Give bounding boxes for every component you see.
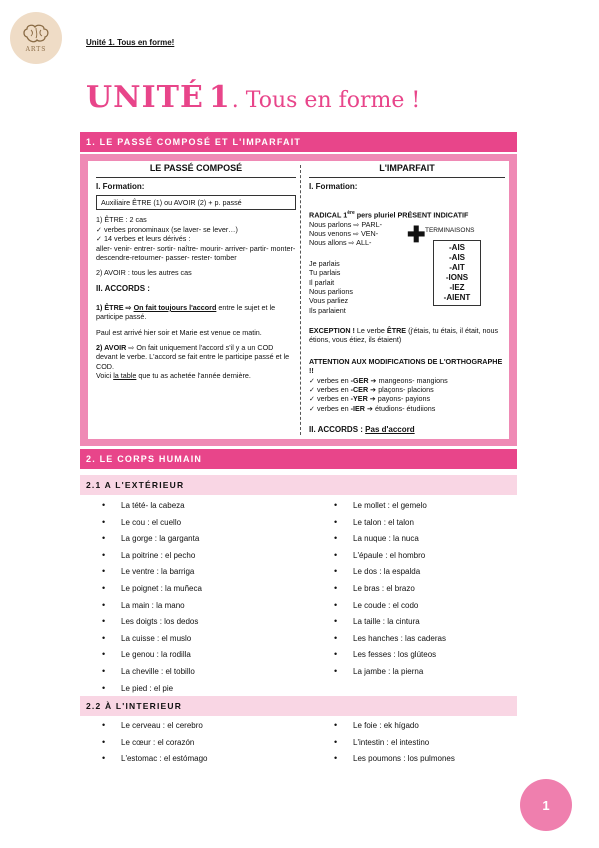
- page-title: [86, 80, 420, 115]
- list-item: • L'estomac : el estómago: [102, 753, 208, 764]
- verbes-list: aller- venir- entrer- sortir- naître- mourir- arriver- partir- monter- descendre-retourner- passer- rester- tomber: [96, 243, 296, 262]
- imparfait-heading: L'IMPARFAIT: [309, 161, 505, 178]
- list-item: • Le genou : la rodilla: [102, 649, 191, 660]
- radical-example: Nous parlons ⇨ PARL-: [309, 219, 383, 229]
- list-item: • La tété- la cabeza: [102, 500, 185, 510]
- passe-accords-heading: II. ACCORDS :: [96, 283, 150, 293]
- etre-accord-rule: 1) ÊTRE ⇨ On fait toujours l'accord entre le sujet et le participe passé.: [96, 302, 276, 322]
- title-number: 1: [208, 80, 230, 115]
- terminaison: -AIS: [449, 253, 465, 262]
- radical-title: RADICAL 1ère pers pluriel PRÉSENT INDICATIF: [309, 210, 469, 220]
- list-item: • La poitrine : el pecho: [102, 549, 196, 560]
- list-item: • La cuisse : el muslo: [102, 632, 192, 643]
- logo-text: ARTS: [25, 46, 47, 53]
- exception-note: EXCEPTION ! Le verbe ÊTRE (j'étais, tu étais, il était, nous étions, vous étiez, ils étaient): [309, 326, 499, 345]
- terminaison: -AIS: [449, 243, 465, 252]
- radical-example: Nous allons ⇨ ALL-: [309, 238, 372, 248]
- list-item: • Le cœur : el corazón: [102, 736, 195, 747]
- radical-example: Nous venons ⇨ VEN-: [309, 229, 379, 239]
- attention-item: ✓ verbes en -YER ➔ payons- payions: [309, 394, 431, 404]
- list-item: • Le cerveau : el cerebro: [102, 720, 203, 730]
- terminaisons-box: [433, 240, 481, 306]
- pronominaux-rule: ✓ verbes pronominaux (se laver- se lever…): [96, 224, 238, 234]
- attention-item: ✓ verbes en -GER ➔ mangeons- mangions: [309, 375, 448, 385]
- list-item: • L'intestin : el intestino: [334, 736, 430, 747]
- list-item: • Le cou : el cuello: [102, 516, 182, 527]
- list-item: • Le ventre : la barriga: [102, 566, 195, 577]
- section-1-band: 1. LE PASSÉ COMPOSÉ ET L'IMPARFAIT: [80, 132, 517, 152]
- passe-formation-heading: I. Formation:: [96, 181, 145, 191]
- attention-note: [309, 357, 505, 413]
- list-item: • La main : la mano: [102, 599, 185, 610]
- grammar-table: [88, 161, 509, 439]
- terminaison: -AIENT: [443, 293, 471, 302]
- imparfait-column: [309, 161, 505, 434]
- list-item: • Les doigts : los dedos: [102, 616, 199, 627]
- etre-accord-example: Paul est arrivé hier soir et Marie est venue ce matin.: [96, 327, 262, 337]
- terminaison: -AIT: [449, 263, 465, 272]
- section-2-band: 2. LE CORPS HUMAIN: [80, 449, 517, 469]
- avoir-accord-example: Voici la table que tu as achetée l'année dernière.: [96, 371, 251, 381]
- brain-icon: [21, 23, 51, 45]
- imparfait-accords: II. ACCORDS : Pas d'accord: [309, 425, 415, 434]
- attention-item: ✓ verbes en -CER ➔ plaçons- placions: [309, 385, 434, 395]
- list-item: • La taille : la cintura: [334, 616, 420, 627]
- list-item: • L'épaule : el hombro: [334, 549, 426, 560]
- running-header: Unité 1. Tous en forme!: [86, 38, 175, 47]
- grammar-table-frame: [80, 154, 517, 446]
- list-item: • Le dos : la espalda: [334, 566, 421, 577]
- imparfait-formation-heading: I. Formation:: [309, 181, 358, 191]
- attention-title: ATTENTION AUX MODIFICATIONS DE L'ORTHOGRAPHE !!: [309, 357, 503, 376]
- list-item: • Le coude : el codo: [334, 599, 419, 610]
- passe-compose-column: [96, 161, 296, 381]
- list-item: • Les hanches : las caderas: [334, 632, 446, 643]
- avoir-rule: 2) AVOIR : tous les autres cas: [96, 268, 192, 278]
- terminaisons-label: TERMINAISONS: [425, 227, 475, 234]
- passe-compose-heading: LE PASSÉ COMPOSÉ: [96, 161, 296, 178]
- conjugation-example: Je parlais Tu parlais Il parlait Nous parlions Vous parliez Ils parlaient: [309, 259, 353, 315]
- list-item: • Le talon : el talon: [334, 516, 414, 527]
- list-item: • La gorge : la garganta: [102, 533, 200, 544]
- subsection-exterieur: 2.1 A L'EXTÉRIEUR: [80, 475, 517, 495]
- list-item: • Le bras : el brazo: [334, 583, 415, 593]
- title-subtitle: . Tous en forme !: [231, 88, 421, 113]
- list-item: • La nuque : la nuca: [334, 533, 419, 544]
- list-item: • La cheville : el tobillo: [102, 666, 195, 676]
- avoir-accord-rule: 2) AVOIR ⇨ On fait uniquement l'accord s'il y a un COD devant le verbe. L'accord se fait entre le participe passé et le COD.: [96, 343, 290, 371]
- attention-item: ✓ verbes en -IER ➔ étudions- étudiions: [309, 403, 436, 413]
- list-item: • Les fesses : los glúteos: [334, 649, 437, 660]
- list-item: • Le pied : el pie: [102, 682, 174, 693]
- subsection-interieur: 2.2 À L'INTERIEUR: [80, 696, 517, 716]
- list-item: • Les poumons : los pulmones: [334, 753, 455, 764]
- list-item: • La jambe : la pierna: [334, 666, 424, 676]
- etre-rule: 1) ÊTRE : 2 cas: [96, 215, 147, 225]
- quatorze-verbes-rule: ✓ 14 verbes et leurs dérivés :: [96, 234, 191, 244]
- plus-icon: ✚: [407, 222, 426, 247]
- list-item: • Le foie : ek hígado: [334, 720, 419, 730]
- list-item: • Le mollet : el gemelo: [334, 500, 427, 510]
- terminaison: -IONS: [445, 273, 469, 282]
- page-number-badge: 1: [520, 779, 572, 831]
- terminaison: -IEZ: [449, 283, 465, 292]
- auxiliaire-box: Auxiliaire ÊTRE (1) ou AVOIR (2) + p. passé: [96, 195, 296, 210]
- title-unite: UNITÉ: [86, 80, 204, 115]
- logo: [10, 12, 62, 64]
- list-item: • Le poignet : la muñeca: [102, 583, 202, 593]
- column-divider: [300, 165, 301, 435]
